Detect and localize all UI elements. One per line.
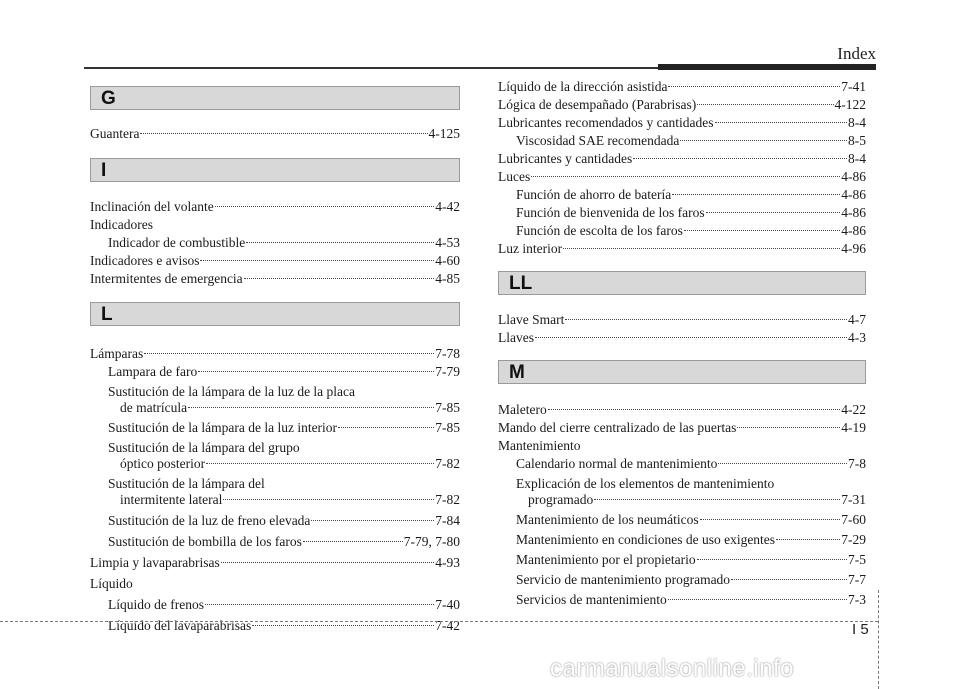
index-subentry: Indicador de combustible 4-53: [108, 235, 460, 250]
index-entry: Limpia y lavaparabrisas 4-93: [90, 555, 460, 570]
index-subentry: Función de escolta de los faros 4-86: [516, 223, 866, 238]
index-subentry: Mantenimiento por el propietario 7-5: [516, 552, 866, 567]
index-subentry-cont: de matrícula 7-85: [120, 400, 460, 415]
index-entry: Indicadores: [90, 217, 153, 232]
index-subentry: Lampara de faro 7-79: [108, 364, 460, 379]
index-list-m: [498, 401, 866, 609]
section-header-g: [90, 86, 460, 110]
index-subentry: Sustitución de la lámpara de la luz interior 7-85: [108, 420, 460, 435]
index-entry: Llaves 4-3: [498, 330, 866, 345]
index-list-g: [90, 125, 460, 143]
index-subentry: Viscosidad SAE recomendada 8-5: [516, 133, 866, 148]
index-entry: Mantenimiento: [498, 438, 581, 453]
section-header-m: [498, 360, 866, 384]
footer-divider: [878, 590, 879, 689]
index-subentry: Mantenimiento en condiciones de uso exigentes 7-29: [516, 532, 866, 547]
section-header-i: [90, 158, 460, 182]
index-subentry: Servicios de mantenimiento 7-3: [516, 592, 866, 607]
section-letter: I: [101, 160, 107, 181]
index-entry: Líquido: [90, 576, 133, 591]
index-entry: Lógica de desempañado (Parabrisas) 4-122: [498, 97, 866, 112]
index-entry: Indicadores e avisos 4-60: [90, 253, 460, 268]
section-letter: LL: [509, 273, 533, 294]
index-subentry: Servicio de mantenimiento programado 7-7: [516, 572, 866, 587]
page-number: I 5: [852, 621, 869, 638]
index-subentry: Función de ahorro de batería 4-86: [516, 187, 866, 202]
index-entry: Inclinación del volante 4-42: [90, 199, 460, 214]
header-accent-bar: [658, 64, 876, 70]
index-entry: Líquido de la dirección asistida 7-41: [498, 79, 866, 94]
right-column: [498, 78, 866, 609]
index-entry: Lámparas 7-78: [90, 346, 460, 361]
left-column: [90, 86, 460, 635]
index-entry: Intermitentes de emergencia 4-85: [90, 271, 460, 286]
index-list-l: [90, 345, 460, 635]
index-list-l-continued: [498, 78, 866, 258]
index-subentry: Calendario normal de mantenimiento 7-8: [516, 456, 866, 471]
section-header-l: [90, 302, 460, 326]
index-entry: Llave Smart 4-7: [498, 312, 866, 327]
index-subentry-cont: intermitente lateral 7-82: [120, 492, 460, 507]
index-subentry: Sustitución de la lámpara del grupo: [108, 440, 300, 455]
section-letter: G: [101, 88, 116, 109]
watermark: carmanualsonline.info: [550, 655, 794, 682]
index-entry: Mando del cierre centralizado de las puertas 4-19: [498, 420, 866, 435]
footer-rule: [0, 621, 878, 622]
index-subentry: Líquido del lavaparabrisas 7-42: [108, 618, 460, 633]
index-entry: Luz interior 4-96: [498, 241, 866, 256]
index-subentry: Sustitución de la luz de freno elevada 7-84: [108, 513, 460, 528]
index-header-title: Index: [837, 44, 876, 63]
section-header-ll: [498, 271, 866, 295]
index-subentry: Función de bienvenida de los faros 4-86: [516, 205, 866, 220]
index-entry: Luces 4-86: [498, 169, 866, 184]
index-list-ll: [498, 311, 866, 347]
index-subentry: Sustitución de la lámpara de la luz de la placa: [108, 384, 356, 399]
index-subentry: Sustitución de la lámpara del: [108, 476, 265, 491]
index-subentry: Sustitución de bombilla de los faros 7-79, 7-80: [108, 534, 460, 549]
index-entry: Lubricantes recomendados y cantidades 8-4: [498, 115, 866, 130]
index-list-i: [90, 198, 460, 288]
section-letter: L: [101, 304, 113, 325]
index-entry: Guantera 4-125: [90, 126, 460, 141]
index-subentry-cont: programado 7-31: [528, 492, 866, 507]
index-subentry-cont: óptico posterior 7-82: [120, 456, 460, 471]
index-entry: Maletero 4-22: [498, 402, 866, 417]
section-letter: M: [509, 362, 525, 383]
index-entry: Lubricantes y cantidades 8-4: [498, 151, 866, 166]
index-subentry: Mantenimiento de los neumáticos 7-60: [516, 512, 866, 527]
index-subentry: Líquido de frenos 7-40: [108, 597, 460, 612]
index-subentry: Explicación de los elementos de mantenimiento: [516, 476, 775, 491]
